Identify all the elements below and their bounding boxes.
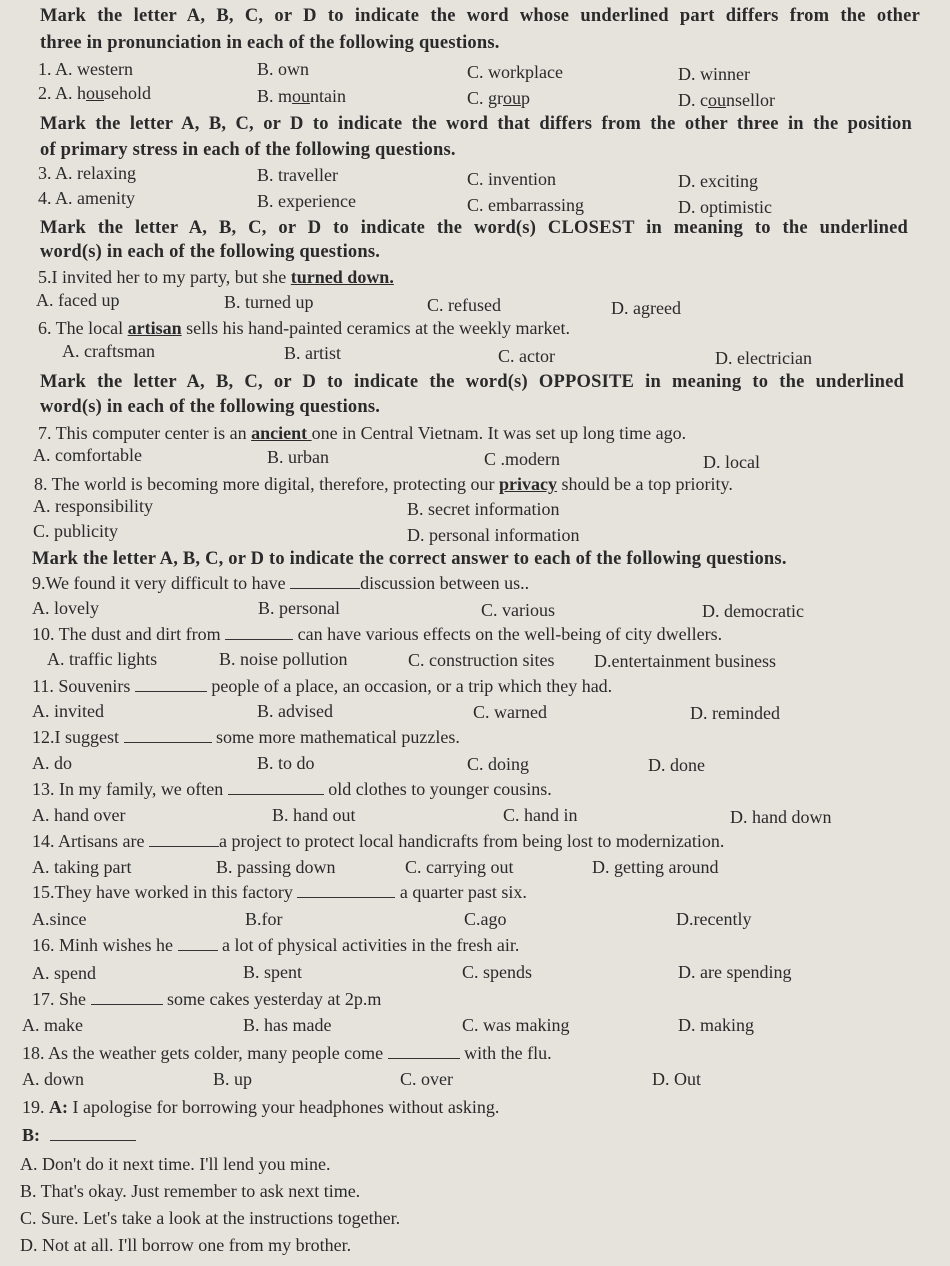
q17-option-c: C. was making <box>462 1015 570 1035</box>
q5-option-d: D. agreed <box>611 298 681 318</box>
q3-option-d: D. exciting <box>678 171 758 191</box>
q7-option-b: B. urban <box>267 447 329 467</box>
q15-option-d: D.recently <box>676 909 752 929</box>
q11-stem: 11. Souvenirs people of a place, an occasion, or a trip which they had. <box>32 676 613 696</box>
q13-option-d: D. hand down <box>730 807 832 827</box>
section2-heading-line1: Mark the letter A, B, C, or D to indicate the word that differs from the other three in the position <box>40 114 912 134</box>
section5-heading: Mark the letter A, B, C, or D to indicate the correct answer to each of the following questions. <box>32 549 787 569</box>
q12-option-d: D. done <box>648 755 705 775</box>
q1-option-b: B. own <box>257 59 310 79</box>
q6-option-c: C. actor <box>498 346 555 366</box>
q5-stem: 5.I invited her to my party, but she turned down. <box>38 267 394 287</box>
section4-heading-line1: Mark the letter A, B, C, or D to indicate the word(s) OPPOSITE in meaning to the underlined <box>40 372 904 392</box>
q8-option-b: B. secret information <box>407 499 560 519</box>
q19-option-d: D. Not at all. I'll borrow one from my brother. <box>20 1235 352 1255</box>
q15-option-c: C.ago <box>464 909 507 929</box>
q16-option-c: C. spends <box>462 962 533 982</box>
section1-heading-line2: three in pronunciation in each of the following questions. <box>40 33 500 53</box>
q5-option-c: C. refused <box>427 295 501 315</box>
q15-stem: 15.They have worked in this factory a quarter past six. <box>32 882 527 902</box>
section4-heading-line2: word(s) in each of the following questions. <box>40 397 381 417</box>
q5-option-b: B. turned up <box>224 292 314 312</box>
q14-option-a: A. taking part <box>32 857 132 877</box>
q9-stem: 9.We found it very difficult to have discussion between us.. <box>32 573 530 593</box>
q17-option-d: D. making <box>678 1015 754 1035</box>
q18-option-c: C. over <box>400 1069 453 1089</box>
q14-option-d: D. getting around <box>592 857 719 877</box>
section1-heading-line1: Mark the letter A, B, C, or D to indicate the word whose underlined part differs from the other <box>40 6 920 26</box>
q11-option-c: C. warned <box>473 702 547 722</box>
q18-option-a: A. down <box>22 1069 84 1089</box>
section3-heading-line1: Mark the letter A, B, C, or D to indicate the word(s) CLOSEST in meaning to the underlined <box>40 218 908 238</box>
q12-option-a: A. do <box>32 753 72 773</box>
q15-option-a: A.since <box>32 909 87 929</box>
q9-option-a: A. lovely <box>32 598 99 618</box>
q17-option-a: A. make <box>22 1015 83 1035</box>
q16-option-b: B. spent <box>243 962 303 982</box>
q16-option-d: D. are spending <box>678 962 792 982</box>
q5-option-a: A. faced up <box>36 290 120 310</box>
q1-option-a: 1. A. western <box>38 59 133 79</box>
q12-stem: 12.I suggest some more mathematical puzzles. <box>32 727 460 747</box>
q17-option-b: B. has made <box>243 1015 332 1035</box>
q9-option-d: D. democratic <box>702 601 804 621</box>
q11-option-b: B. advised <box>257 701 333 721</box>
section3-heading-line2: word(s) in each of the following questions. <box>40 242 381 262</box>
q6-option-a: A. craftsman <box>62 341 155 361</box>
q19-b-line: B: <box>22 1124 136 1146</box>
q17-stem: 17. She some cakes yesterday at 2p.m <box>32 989 382 1009</box>
q18-stem: 18. As the weather gets colder, many people come with the flu. <box>22 1043 552 1063</box>
q3-option-a: 3. A. relaxing <box>38 163 136 183</box>
q1-option-c: C. workplace <box>467 62 563 82</box>
q6-option-d: D. electrician <box>715 348 812 368</box>
q2-option-a: 2. A. household <box>38 83 152 103</box>
q1-option-d: D. winner <box>678 64 750 84</box>
q15-option-b: B.for <box>245 909 283 929</box>
q6-stem: 6. The local artisan sells his hand-painted ceramics at the weekly market. <box>38 318 571 338</box>
q18-option-d: D. Out <box>652 1069 701 1089</box>
q19-option-b: B. That's okay. Just remember to ask next time. <box>20 1181 361 1201</box>
q12-option-b: B. to do <box>257 753 315 773</box>
q19-option-a: A. Don't do it next time. I'll lend you mine. <box>20 1154 331 1174</box>
q4-option-b: B. experience <box>257 191 356 211</box>
q11-option-d: D. reminded <box>690 703 780 723</box>
q14-stem: 14. Artisans are a project to protect local handicrafts from being lost to modernization. <box>32 831 725 851</box>
q8-option-a: A. responsibility <box>33 496 153 516</box>
q13-option-a: A. hand over <box>32 805 126 825</box>
q7-option-a: A. comfortable <box>33 445 142 465</box>
q11-option-a: A. invited <box>32 701 104 721</box>
q10-option-a: A. traffic lights <box>47 649 158 669</box>
q4-option-c: C. embarrassing <box>467 195 584 215</box>
q10-option-b: B. noise pollution <box>219 649 348 669</box>
q16-option-a: A. spend <box>32 963 96 983</box>
q3-option-c: C. invention <box>467 169 556 189</box>
q9-option-b: B. personal <box>258 598 340 618</box>
q8-stem: 8. The world is becoming more digital, therefore, protecting our privacy should be a top priority. <box>34 474 733 494</box>
q9-option-c: C. various <box>481 600 555 620</box>
q2-option-c: C. group <box>467 88 530 108</box>
q8-option-d: D. personal information <box>407 525 580 545</box>
q10-stem: 10. The dust and dirt from can have various effects on the well-being of city dwellers. <box>32 624 723 644</box>
q12-option-c: C. doing <box>467 754 530 774</box>
q14-option-b: B. passing down <box>216 857 336 877</box>
q10-option-c: C. construction sites <box>408 650 555 670</box>
section2-heading-line2: of primary stress in each of the following questions. <box>40 140 456 160</box>
q6-option-b: B. artist <box>284 343 341 363</box>
q3-option-b: B. traveller <box>257 165 338 185</box>
q10-option-d: D.entertainment business <box>594 651 776 671</box>
q19-stem: 19. A: I apologise for borrowing your headphones without asking. <box>22 1097 500 1117</box>
q14-option-c: C. carrying out <box>405 857 514 877</box>
q13-option-c: C. hand in <box>503 805 578 825</box>
q4-option-a: 4. A. amenity <box>38 188 135 208</box>
q13-option-b: B. hand out <box>272 805 356 825</box>
q13-stem: 13. In my family, we often old clothes to younger cousins. <box>32 779 552 799</box>
q18-option-b: B. up <box>213 1069 253 1089</box>
q4-option-d: D. optimistic <box>678 197 772 217</box>
q16-stem: 16. Minh wishes he a lot of physical activities in the fresh air. <box>32 935 520 955</box>
q7-option-d: D. local <box>703 452 760 472</box>
q2-option-d: D. counsellor <box>678 90 775 110</box>
q7-option-c: C .modern <box>484 449 560 469</box>
q2-option-b: B. mountain <box>257 86 347 106</box>
q7-stem: 7. This computer center is an ancient one in Central Vietnam. It was set up long time ago. <box>38 423 687 443</box>
q8-option-c: C. publicity <box>33 521 118 541</box>
q19-option-c: C. Sure. Let's take a look at the instructions together. <box>20 1208 401 1228</box>
